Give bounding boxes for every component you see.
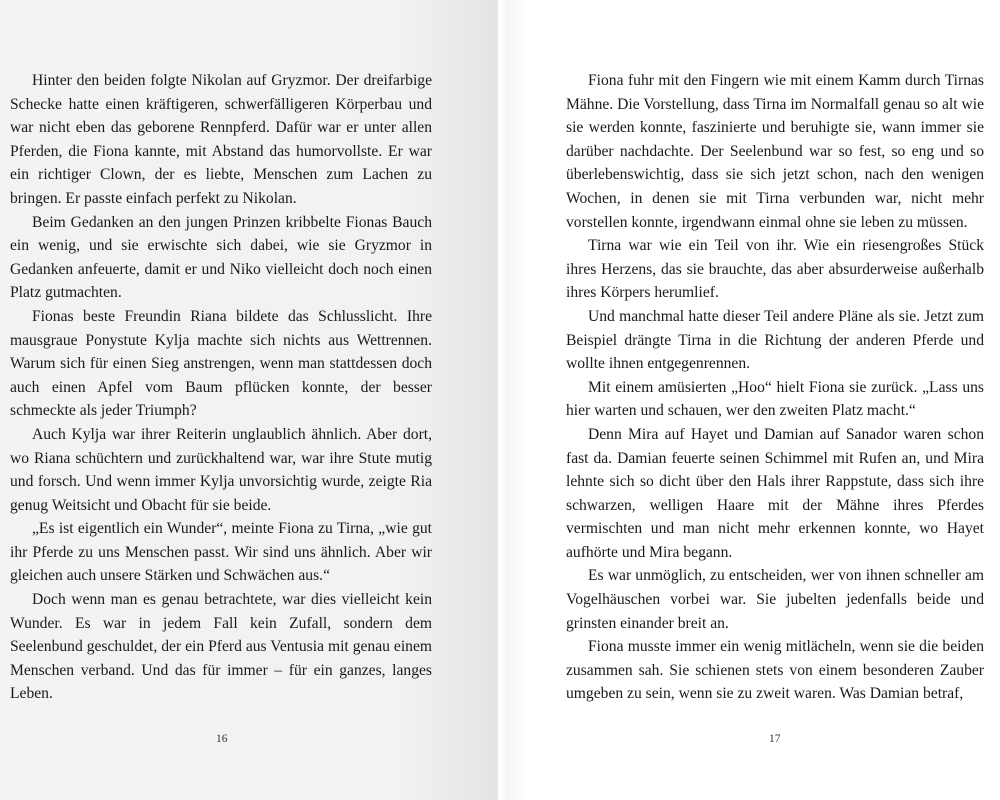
paragraph: Fiona fuhr mit den Fingern wie mit einem Kamm durch Tirnas Mähne. Die Vorstellung, dass Tirna im Normalfall genau so alt wie sie werden konnte, faszinierte und beruhigte sie, wann immer sie darüber nachdachte. Der Seelenbund war so fest, so eng und so überlebenswichtig, dass sie sich jetzt schon, nach den wenigen Wochen, in denen sie mit Tirna verbunden war, nicht mehr vorstellen konnte, irgendwann einmal ohne sie leben zu müssen. [566, 72, 984, 231]
right-page-text [566, 69, 984, 706]
left-page [0, 0, 498, 800]
paragraph: Beim Gedanken an den jungen Prinzen kribbelte Fionas Bauch ein wenig, und sie erwischte sich dabei, wie sie Gryzmor in Gedanken anfeuerte, damit er und Niko vielleicht doch noch einen Platz gutmachten. [10, 213, 432, 302]
paragraph: Fionas beste Freundin Riana bildete das Schlusslicht. Ihre mausgraue Ponystute Kylja machte sich nichts aus Wettrennen. Warum sich für einen Sieg anstrengen, wenn man stattdessen doch auch einen Apfel vom Baum pflücken konnte, der besser schmeckte als jeder Triumph? [10, 307, 432, 420]
paragraph: Es war unmöglich, zu entscheiden, wer von ihnen schneller am Vogelhäuschen vorbei war. Sie jubelten jedenfalls beide und grinsten einander breit an. [566, 567, 984, 632]
paragraph: Auch Kylja war ihrer Reiterin unglaublich ähnlich. Aber dort, wo Riana schüchtern und zurückhaltend war, war ihre Stute mutig und forsch. Und wenn immer Kylja unvorsichtig wurde, zeigte Ria genug Weitsicht und Obacht für sie beide. [10, 425, 432, 514]
paragraph: Fiona musste immer ein wenig mitlächeln, wenn sie die beiden zusammen sah. Sie schienen stets von einem besonderen Zauber umgeben zu sein, wenn sie zu zweit waren. Was Damian betraf, [566, 638, 984, 703]
paragraph: Doch wenn man es genau betrachtete, war dies vielleicht kein Wunder. Es war in jedem Fall kein Zufall, sondern dem Seelenbund geschuldet, der ein Pferd aus Ventusia mit genau einem Menschen verband. Und das für immer – für ein ganzes, langes Leben. [10, 591, 432, 703]
paragraph: Hinter den beiden folgte Nikolan auf Gryzmor. Der dreifarbige Schecke hatte einen kräftigeren, schwerfälligeren Körperbau und war nicht eben das geborene Rennpferd. Dafür war er unter allen Pferden, die Fiona kannte, mit Abstand das humorvollste. Er war ein richtiger Clown, der es liebte, Menschen zum Lachen zu bringen. Er passte einfach perfekt zu Nikolan. [10, 72, 432, 207]
page-number: 16 [216, 733, 228, 745]
right-page [498, 0, 1000, 800]
page-number: 17 [769, 733, 781, 745]
paragraph: Tirna war wie ein Teil von ihr. Wie ein riesengroßes Stück ihres Herzens, das sie brauchte, das aber absurderweise außerhalb ihres Körpers herumlief. [566, 237, 984, 302]
left-page-text [10, 69, 432, 706]
paragraph: Und manchmal hatte dieser Teil andere Pläne als sie. Jetzt zum Beispiel drängte Tirna in die Richtung der anderen Pferde und wollte ihnen entgegenrennen. [566, 307, 984, 373]
paragraph: Denn Mira auf Hayet und Damian auf Sanador waren schon fast da. Damian feuerte seinen Schimmel mit Rufen an, und Mira lehnte sich so dicht über den Hals ihrer Rappstute, dass sich ihre schwarzen, welligen Haare mit der Mähne ihres Pferdes vermischten und man nicht mehr erkennen konnte, wo Hayet aufhörte und Mira begann. [566, 425, 984, 561]
paragraph: „Es ist eigentlich ein Wunder“, meinte Fiona zu Tirna, „wie gut ihr Pferde zu uns Menschen passt. Wir sind uns ähnlich. Aber wir gleichen auch unsere Stärken und Schwächen aus.“ [10, 520, 432, 585]
paragraph: Mit einem amüsierten „Hoo“ hielt Fiona sie zurück. „Lass uns hier warten und schauen, wer den zweiten Platz macht.“ [566, 378, 984, 420]
